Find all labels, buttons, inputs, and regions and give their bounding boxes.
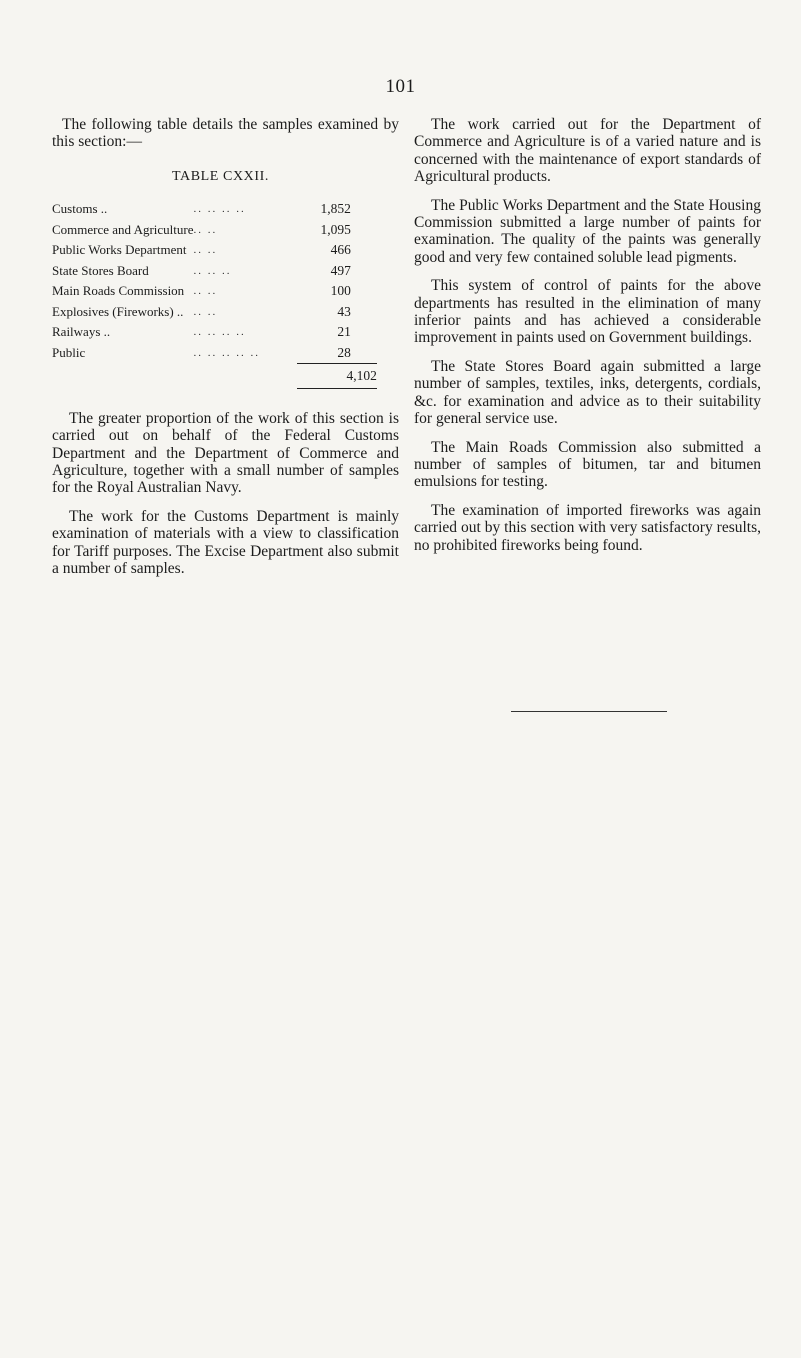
page-number: 101 [385,76,416,97]
table-row [52,240,399,261]
body-paragraph: The Main Roads Commission also submitted a number of samples of bitumen, tar and bitumen emulsions for testing. [414,438,761,491]
table-row [52,322,399,343]
intro-paragraph: The following table details the samples examined by this section:— [52,116,399,151]
table-row [52,219,399,240]
left-column [52,116,399,588]
row-value: 21 [337,324,351,340]
table-total-row [52,363,399,388]
samples-table [52,199,399,389]
body-paragraph: This system of control of paints for the above departments has resulted in the elimination of many inferior paints and has achieved a considerable improvement in paints used on Government buildings. [414,277,761,347]
table-row [52,342,399,363]
right-column [414,116,761,565]
row-label: Main Roads Commission [52,283,185,299]
row-value: 100 [330,283,351,299]
table-row [52,260,399,281]
row-value: 43 [337,303,351,319]
table-row [52,301,399,322]
row-leader: .. .. .. [193,264,232,277]
row-value: 466 [330,242,351,258]
row-label: Railways .. [52,324,111,340]
row-label: Public Works Department [52,242,187,258]
body-paragraph: The work carried out for the Department of Commerce and Agriculture is of a varied nature and is concerned with the maintenance of export standards of Agricultural products. [414,116,761,186]
row-label: State Stores Board [52,262,149,278]
row-leader: .. .. .. .. [193,326,246,339]
table-row [52,199,399,220]
body-paragraph: The greater proportion of the work of this section is carried out on behalf of the Federal Customs Department and the Department of Commerce and Agriculture, together with a small number of samples for the Royal Australian Navy. [52,409,399,497]
body-paragraph: The Public Works Department and the State Housing Commission submitted a large number of paints for examination. The quality of the paints was generally good and very few contained soluble lead pigments. [414,196,761,266]
body-paragraph: The work for the Customs Department is mainly examination of materials with a view to classification for Tariff purposes. The Excise Department also submit a number of samples. [52,507,399,578]
table-total-value: 4,102 [297,363,377,388]
body-paragraph: The examination of imported fireworks was again carried out by this section with very satisfactory results, no prohibited fireworks being found. [414,501,761,554]
row-value: 497 [330,262,351,278]
row-label: Commerce and Agriculture [52,221,194,237]
row-leader: .. .. .. .. .. [193,346,261,359]
row-leader: .. .. [193,285,218,298]
row-leader: .. .. [193,305,218,318]
row-label: Public [52,344,86,360]
row-leader: .. .. [193,244,218,257]
row-label: Explosives (Fireworks) .. [52,303,184,319]
body-paragraph: The State Stores Board again submitted a large number of samples, textiles, inks, detergents, cordials, &c. for examination and advice as to their suitability for general service use. [414,357,761,428]
row-value: 1,852 [320,201,351,217]
row-value: 28 [337,344,351,360]
section-end-rule [511,711,667,712]
table-row [52,281,399,302]
row-value: 1,095 [320,221,351,237]
row-leader: .. .. [193,223,218,236]
row-label: Customs .. [52,201,108,217]
row-leader: .. .. .. .. [193,203,246,216]
table-title: TABLE CXXII. [171,168,270,184]
